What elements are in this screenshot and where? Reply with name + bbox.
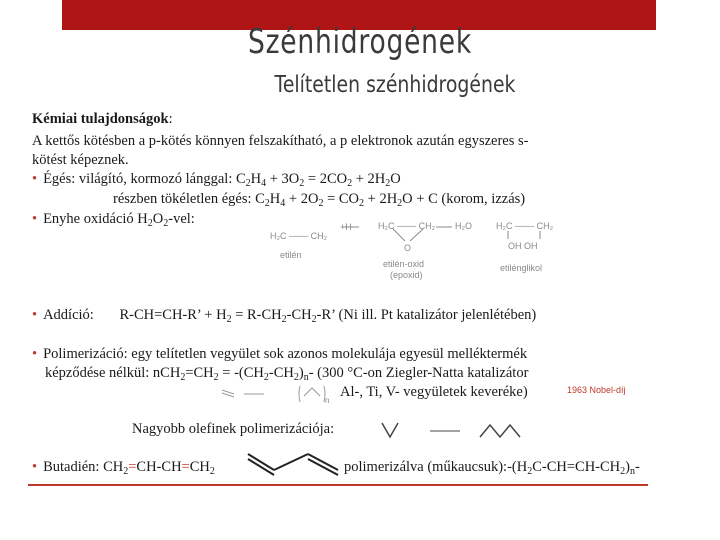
section-heading: Kémiai tulajdonságok: xyxy=(32,111,173,127)
olefin-polymer-chain xyxy=(480,425,520,437)
bullet-icon: • xyxy=(32,307,38,323)
oxidation-line: • Enyhe oxidáció $H_2O_2$-vel: xyxy=(32,211,195,229)
polymer-line-2: képződése nélkül: $nCH_2=CH_2 = -(CH_2-CH_2)_n-$ (300 °C-on Ziegler-Natta katalizátor xyxy=(45,365,529,383)
bottom-rule xyxy=(28,484,648,486)
partial-burning-line: részben tökéletlen égés: $C_2H_4 + 2O_2 = CO_2 + 2H_2O + C$ (korom, izzás) xyxy=(113,191,526,209)
bullet-icon: • xyxy=(32,459,38,475)
polymer-line-1: • Polimerizáció: egy telítetlen vegyület sok azonos molekulája egyesül melléktermék xyxy=(32,346,528,362)
bullet-icon: • xyxy=(32,211,38,227)
addition-line: • Addíció: R-CH=CH-R’ + $H_2 = R-CH_2-CH_2-R$’ (Ni ill. Pt katalizátor jelenlétében) xyxy=(32,307,537,325)
polymer-n-label: n xyxy=(325,396,330,405)
butadiene-single-bond xyxy=(274,454,308,470)
epoxide-name: etilén-oxid xyxy=(383,259,425,269)
polymer-line-3: Al-, Ti, V- vegyületek keveréke) xyxy=(340,384,528,400)
epoxide-formula: H₂C ─── CH₂ xyxy=(378,221,436,231)
nobel-note: 1963 Nobel-díj xyxy=(567,385,626,395)
epoxide-oxygen: O xyxy=(404,243,412,253)
polymerization-diagram xyxy=(220,380,340,408)
olefin-monomer xyxy=(382,423,398,437)
ethene-name: etilén xyxy=(280,250,302,260)
polymer-bracket-left xyxy=(299,386,300,402)
bullet-icon: • xyxy=(32,346,38,362)
glycol-formula: H₂C ─── CH₂ xyxy=(496,221,554,231)
butadiene-skeletal-diagram xyxy=(246,448,342,478)
ethene-formula: H₂C ─── CH₂ xyxy=(270,231,328,241)
reagent-label: +H xyxy=(340,222,352,232)
water-label: H₂O xyxy=(455,221,472,231)
olefin-text: Nagyobb olefinek polimerizációja: xyxy=(132,421,335,437)
burning-line: • Égés: világító, kormozó lánggal: $C_2H_4 + 3O_2 = 2CO_2 + 2H_2O$ xyxy=(32,171,401,189)
glycol-hydroxyls: OH OH xyxy=(508,241,538,251)
butadiene-line: • Butadién: $CH_2=CH-CH=CH_2$ xyxy=(32,459,215,477)
intro-line-1: A kettős kötésben a p-kötés könnyen felszakítható, a p elektronok azután egyszeres s- xyxy=(32,133,529,149)
bullet-icon: • xyxy=(32,171,38,187)
page-title: Szénhidrogének xyxy=(247,22,472,62)
glycol-name: etilénglikol xyxy=(500,263,543,273)
intro-line-2: kötést képeznek. xyxy=(32,152,129,168)
butadiene-polymer-text: polimerizálva $(műkaucsuk):-(H_2C-CH=CH-CH_2)_n-$ xyxy=(344,459,640,477)
page-subtitle: Telítetlen szénhidrogének xyxy=(274,72,516,98)
olefin-diagram xyxy=(380,415,540,445)
epoxide-alt-name: (epoxid) xyxy=(390,270,423,280)
polymer-chain xyxy=(304,388,320,396)
